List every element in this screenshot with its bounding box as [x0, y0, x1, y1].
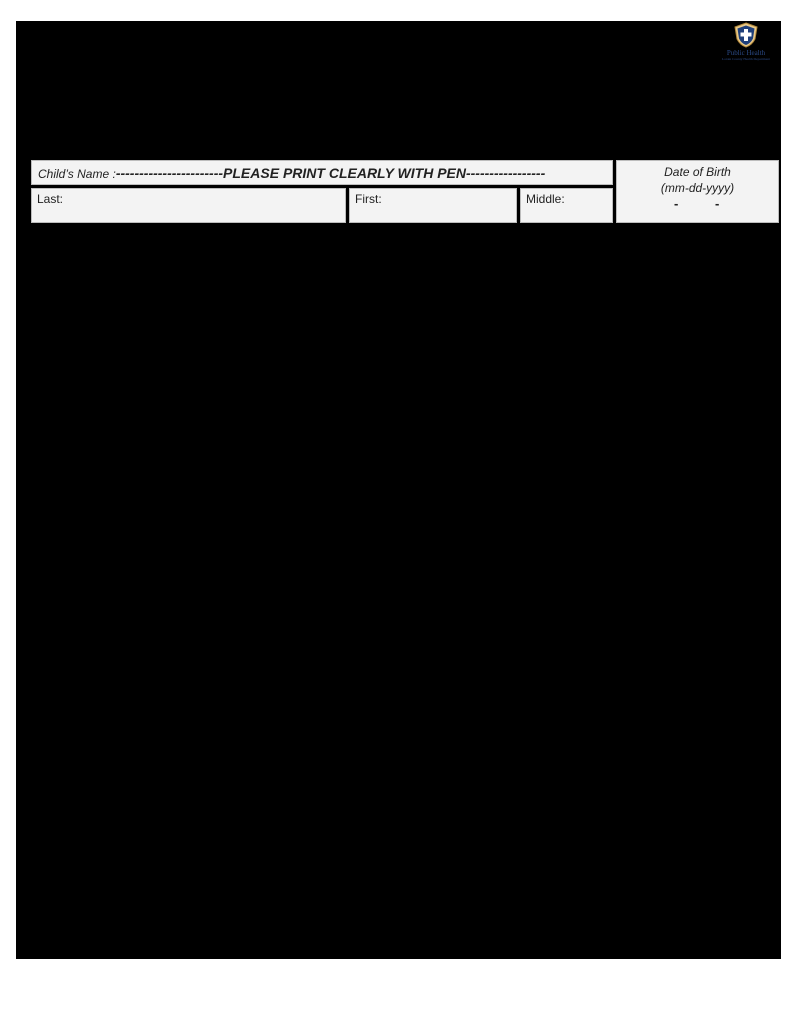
dob-format: (mm-dd-yyyy)	[660, 181, 735, 195]
middle-name-field[interactable]	[520, 188, 613, 223]
dob-separator-month-day: -	[674, 196, 679, 211]
print-instruction: -----------------------PLEASE PRINT CLEARLY WITH PEN-----------------	[115, 165, 546, 181]
logo-name: Public Health	[726, 49, 766, 57]
childs-name-label: Child’s Name :	[38, 167, 116, 181]
first-name-field[interactable]	[349, 188, 517, 223]
last-name-label: Last:	[37, 192, 64, 206]
first-name-label: First:	[355, 192, 382, 206]
dob-separator-day-year: -	[715, 196, 720, 211]
shield-cross-icon	[733, 22, 759, 48]
logo-tagline: Lorain County Health Department	[721, 57, 771, 61]
date-of-birth-field[interactable]	[616, 160, 779, 223]
childs-name-header	[31, 160, 613, 185]
last-name-field[interactable]	[31, 188, 346, 223]
dob-title: Date of Birth	[664, 165, 731, 179]
public-health-logo	[716, 22, 776, 80]
middle-name-label: Middle:	[526, 192, 565, 206]
dob-separators	[617, 196, 778, 210]
